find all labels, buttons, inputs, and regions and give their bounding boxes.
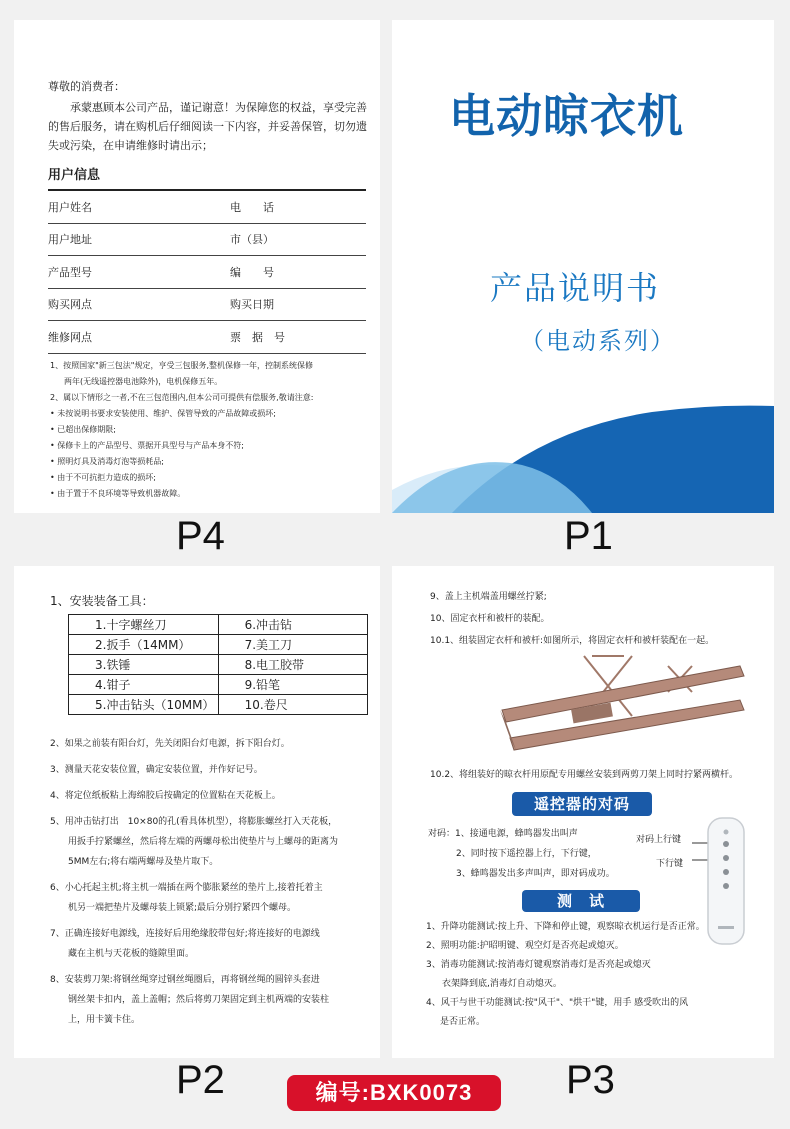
tool-cell: 1.十字螺丝刀 xyxy=(69,615,219,635)
product-title: 电动晾衣机 xyxy=(449,89,684,143)
page-label-p3: P3 xyxy=(566,1058,615,1102)
step-line: 3、测量天花安装位置，确定安装位置，并作好记号。 xyxy=(50,765,263,775)
tools-table xyxy=(68,614,368,715)
page-label-p4: P4 xyxy=(176,514,225,558)
greeting: 尊敬的消费者： xyxy=(48,80,125,93)
page-p1-cover xyxy=(392,20,774,513)
intro-paragraph: 承蒙惠顾本公司产品，谨记谢意！为保障您的权益，享受完善的售后服务，请在购机后仔细阅读一下内容，并妥善保管，切勿遗失或污染，在申请维修时请出示； xyxy=(48,101,367,152)
table-row xyxy=(69,655,368,675)
tool-cell: 7.美工刀 xyxy=(218,635,367,655)
page-label-p1: P1 xyxy=(564,514,613,558)
table-row xyxy=(48,256,366,289)
step-line: 上，用卡簧卡住。 xyxy=(68,1015,141,1025)
test-line: 是否正常。 xyxy=(440,1017,486,1027)
page-p2 xyxy=(14,566,380,1058)
note-line: • 已超出保修期限; xyxy=(50,425,116,434)
note-line: 1、按照国家"新三包法"规定，亨受三包服务,整机保修一年，控制系统保修 xyxy=(50,361,313,370)
row-label: 用户姓名 xyxy=(48,200,92,214)
note-line: • 保修卡上的产品型号、票据开具型号与产品本身不符; xyxy=(50,441,244,450)
pairing-line: 对码：1、接通电源，蜂鸣器发出叫声 xyxy=(428,829,578,839)
test-heading: 测 试 xyxy=(522,890,640,912)
table-row xyxy=(48,191,366,224)
test-line: 2、照明功能:护昭明键、观空灯是否亮起或熄灭。 xyxy=(426,941,624,951)
row-label: 购买日期 xyxy=(230,298,274,312)
remote-down-label: 下行键 xyxy=(656,859,684,869)
test-line: 1、升降功能测试:按上升、下降和停止键，观察晾衣机运行是否正常。 xyxy=(426,922,705,932)
table-row xyxy=(48,321,366,354)
test-steps xyxy=(426,918,705,1032)
drying-rack-illustration xyxy=(492,652,752,762)
row-label: 维修网点 xyxy=(48,330,92,344)
user-info-table xyxy=(48,189,366,354)
row-label: 编 号 xyxy=(230,265,274,279)
tool-cell: 9.铅笔 xyxy=(218,675,367,695)
table-row xyxy=(69,635,368,655)
table-row xyxy=(69,695,368,715)
step-line: 10.1、组装固定衣杆和被杆:如图所示，将固定衣杆和被杆装配在一起。 xyxy=(430,636,715,646)
user-info-title: 用户信息 xyxy=(48,168,101,183)
table-row xyxy=(69,615,368,635)
step-line: 10、固定衣杆和被杆的装配。 xyxy=(430,614,550,624)
manual-title: 产品说明书 xyxy=(490,269,661,307)
tool-cell: 2.扳手（14MM） xyxy=(69,635,219,655)
tool-cell: 8.电工胶带 xyxy=(218,655,367,675)
product-code-badge: 编号:BXK0073 xyxy=(287,1075,501,1111)
table-row xyxy=(48,289,366,322)
tool-cell: 6.冲击钻 xyxy=(218,615,367,635)
test-line: 衣架降到底,消毒灯自动熄灭。 xyxy=(442,979,562,989)
step-line: 7、正确连接好电源线，连接好后用绝缘胶带包好;将连接好的电源线 xyxy=(50,929,320,939)
note-line: 2、属以下情形之一者,不在三包范围内,但本公司可提供有偿服务,敬请注意: xyxy=(50,393,314,402)
tool-cell: 5.冲击钻头（10MM） xyxy=(69,695,219,715)
warranty-notes xyxy=(50,358,370,502)
pairing-line: 3、蜂鸣器发出多声叫声，即对码成功。 xyxy=(456,869,615,879)
note-line: • 由于置于不良环境等导致机器故障。 xyxy=(50,489,186,498)
note-line: • 未按说明书要求安装使用、维护、保管导致的产品故障或损坏; xyxy=(50,409,276,418)
test-line: 4、风干与世干功能测试:按"风干"、"烘干"键，用手 感受吹出的风 xyxy=(426,998,689,1008)
note-line: 两年(无线遥控器电池除外)，电机保修五年。 xyxy=(64,377,223,386)
row-label: 用户地址 xyxy=(48,233,92,247)
cover-wave-decoration xyxy=(392,20,774,513)
note-line: • 由于不可抗拒力造成的损坏; xyxy=(50,473,156,482)
table-row xyxy=(69,675,368,695)
step-10-2: 10.2、将组装好的晾衣杆用原配专用螺丝安装到两剪刀架上同时拧紧两横杆。 xyxy=(430,770,739,780)
row-label: 市（县） xyxy=(230,233,274,247)
step-line: 藏在主机与天花板的缝隙里面。 xyxy=(68,949,195,959)
pairing-line: 2、同时按下遥控器上行，下行键， xyxy=(456,849,597,859)
step-line: 钢丝架卡扣内，盖上盖帽；然后将剪刀架固定到主机两端的安装柱 xyxy=(68,995,330,1005)
note-line: • 照明灯具及消毒灯泡等损耗品; xyxy=(50,457,164,466)
row-label: 购买网点 xyxy=(48,298,92,312)
table-row xyxy=(48,224,366,257)
pairing-heading: 遥控器的对码 xyxy=(512,792,652,816)
page-label-p2: P2 xyxy=(176,1058,225,1102)
row-label: 产品型号 xyxy=(48,265,92,279)
step-line: 8、安装剪刀架:将钢丝绳穿过钢丝绳圈后，再将钢丝绳的圆锌头套进 xyxy=(50,975,320,985)
page-p3 xyxy=(392,566,774,1058)
page-p4 xyxy=(14,20,380,513)
step-line: 2、如果之前装有阳台灯，先关闭阳台灯电源，拆下阳台灯。 xyxy=(50,739,290,749)
tool-cell: 3.铁锤 xyxy=(69,655,219,675)
pairing-steps xyxy=(428,824,615,884)
row-label: 电 话 xyxy=(230,200,274,214)
step-line: 机另一端把垫片及螺母装上锁紧;最后分别拧紧四个螺母。 xyxy=(68,903,297,913)
step-line: 5、用冲击钻打出 10×80的孔(看具体机型），将膨胀螺丝打入天花板， xyxy=(50,817,338,827)
remote-up-label: 对码上行键 xyxy=(636,835,682,845)
test-line: 3、消毒功能测试:按消毒灯键观察消毒灯是否亮起或熄灭 xyxy=(426,960,651,970)
step-line: 4、将定位纸板粘上海绵胶后按确定的位置粘在天花板上。 xyxy=(50,791,281,801)
step-line: 5MM左右;将右端两螺母及垫片取下。 xyxy=(68,857,219,867)
install-steps xyxy=(50,734,370,1030)
step-line: 6、小心托起主机;将主机一端插在两个膨胀紧丝的垫片上,接着托着主 xyxy=(50,883,323,893)
steps-top xyxy=(430,586,714,652)
tool-cell: 4.钳子 xyxy=(69,675,219,695)
step-line: 9、盖上主机端盖用螺丝拧紧; xyxy=(430,592,547,602)
step-line: 用扳手拧紧螺丝，然后将左端的两螺母松出使垫片与上螺母的距离为 xyxy=(68,837,339,847)
tools-title: 1、安装装备工具： xyxy=(50,594,154,608)
row-label: 票 据 号 xyxy=(230,330,285,344)
tool-cell: 10.卷尺 xyxy=(218,695,367,715)
series-title: （电动系列） xyxy=(520,327,676,355)
